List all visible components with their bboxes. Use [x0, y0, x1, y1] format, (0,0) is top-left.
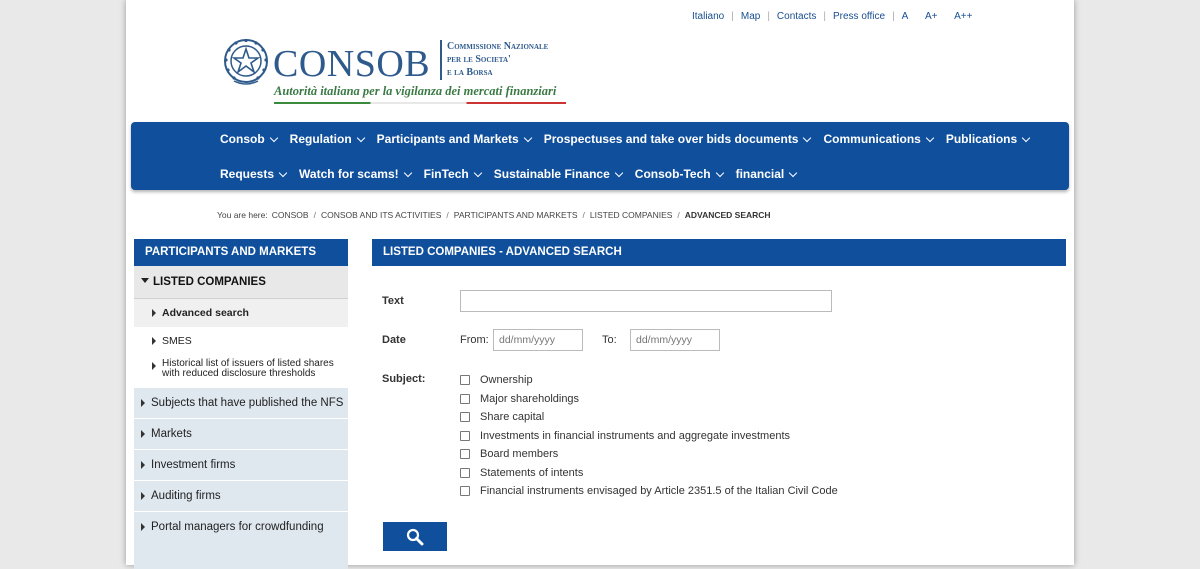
subject-investments[interactable]: Investments in financial instruments and aggregate investments: [460, 427, 838, 446]
nav-item-communications[interactable]: Communications: [823, 132, 932, 146]
caret-down-icon: [141, 278, 149, 283]
chevron-down-icon: [403, 168, 411, 176]
checkbox[interactable]: [460, 375, 470, 385]
sidebar-item-smes[interactable]: SMES: [134, 327, 348, 355]
sidebar: [134, 239, 348, 569]
search-icon: [405, 528, 425, 546]
chevron-down-icon: [279, 168, 287, 176]
chevron-down-icon: [615, 168, 623, 176]
contacts-link[interactable]: Contacts: [776, 11, 817, 22]
text-search-input[interactable]: [460, 290, 832, 312]
nav-item-requests[interactable]: Requests: [220, 167, 286, 181]
caret-right-icon: [141, 523, 145, 531]
sidebar-item-nfs[interactable]: Subjects that have published the NFS: [134, 387, 348, 418]
text-label: Text: [382, 295, 404, 307]
sidebar-item-advanced-search[interactable]: Advanced search: [134, 299, 348, 327]
subject-label: Subject:: [382, 373, 426, 385]
sidebar-section-listed-companies[interactable]: LISTED COMPANIES: [134, 266, 348, 299]
main-title: LISTED COMPANIES - ADVANCED SEARCH: [372, 239, 1066, 266]
sidebar-item-crowdfunding[interactable]: Portal managers for crowdfunding: [134, 511, 348, 542]
sidebar-title: PARTICIPANTS AND MARKETS: [134, 239, 348, 266]
nav-item-watch-for-scams[interactable]: Watch for scams!: [299, 167, 411, 181]
subject-share-capital[interactable]: Share capital: [460, 408, 838, 427]
caret-right-icon: [141, 430, 145, 438]
subject-financial-instruments[interactable]: Financial instruments envisaged by Article 2351.5 of the Italian Civil Code: [460, 482, 838, 501]
to-label: To:: [602, 334, 617, 346]
sidebar-item-investment-firms[interactable]: Investment firms: [134, 449, 348, 480]
font-size-xlarge[interactable]: A++: [954, 11, 973, 22]
sidebar-item-auditing-firms[interactable]: Auditing firms: [134, 480, 348, 511]
nav-row-1: [220, 132, 1042, 146]
subject-board-members[interactable]: Board members: [460, 445, 838, 464]
sidebar-sublist: [134, 299, 348, 387]
sidebar-item-historical-list[interactable]: Historical list of issuers of listed shares with reduced disclosure thresholds: [134, 355, 348, 387]
chevron-down-icon: [789, 168, 797, 176]
language-link[interactable]: Italiano: [692, 11, 725, 22]
nav-item-regulation[interactable]: Regulation: [290, 132, 364, 146]
subject-checkbox-list: [460, 371, 838, 501]
breadcrumb-prefix: You are here:: [217, 210, 268, 220]
nav-item-consob-tech[interactable]: Consob-Tech: [635, 167, 723, 181]
logo-tagline: Autorità italiana per la vigilanza dei mercati finanziari: [274, 84, 557, 98]
chevron-down-icon: [269, 133, 277, 141]
caret-right-icon: [141, 461, 145, 469]
nav-item-publications[interactable]: Publications: [946, 132, 1029, 146]
checkbox[interactable]: [460, 468, 470, 478]
logo-divider: [440, 40, 442, 80]
date-to-input[interactable]: [630, 329, 720, 351]
chevron-down-icon: [1022, 133, 1030, 141]
nav-item-consob[interactable]: Consob: [220, 132, 277, 146]
page-container: [126, 0, 1074, 565]
caret-right-icon: [152, 362, 156, 370]
nav-row-2: [220, 167, 809, 181]
checkbox[interactable]: [460, 412, 470, 422]
font-size-normal[interactable]: A: [901, 11, 909, 22]
nav-item-financial[interactable]: financial: [736, 167, 797, 181]
chevron-down-icon: [715, 168, 723, 176]
subject-ownership[interactable]: Ownership: [460, 371, 838, 390]
from-label: From:: [460, 334, 489, 346]
caret-right-icon: [141, 399, 145, 407]
nav-item-prospectuses[interactable]: Prospectuses and take over bids documents: [544, 132, 811, 146]
chevron-down-icon: [926, 133, 934, 141]
checkbox[interactable]: [460, 486, 470, 496]
caret-right-icon: [152, 337, 156, 345]
caret-right-icon: [141, 492, 145, 500]
italian-emblem-icon: [222, 37, 270, 89]
consob-logo[interactable]: [222, 37, 572, 107]
map-link[interactable]: Map: [740, 11, 761, 22]
nav-item-participants-markets[interactable]: Participants and Markets: [377, 132, 531, 146]
date-from-input[interactable]: [493, 329, 583, 351]
breadcrumb-current: ADVANCED SEARCH: [684, 210, 771, 220]
chevron-down-icon: [356, 133, 364, 141]
font-size-large[interactable]: A+: [924, 11, 938, 22]
search-button[interactable]: [383, 522, 447, 551]
checkbox[interactable]: [460, 431, 470, 441]
chevron-down-icon: [523, 133, 531, 141]
breadcrumb-item-activities[interactable]: CONSOB AND ITS ACTIVITIES: [320, 210, 442, 220]
main-navigation: [131, 122, 1069, 190]
press-office-link[interactable]: Press office: [833, 11, 886, 22]
tricolor-underline: [274, 102, 566, 104]
breadcrumb-item-consob[interactable]: CONSOB: [271, 210, 309, 220]
logo-wordmark: CONSOB: [273, 43, 431, 85]
date-label: Date: [382, 334, 406, 346]
caret-right-icon: [152, 309, 156, 317]
chevron-down-icon: [474, 168, 482, 176]
nav-item-fintech[interactable]: FinTech: [424, 167, 481, 181]
breadcrumb-item-listed[interactable]: LISTED COMPANIES: [589, 210, 673, 220]
checkbox[interactable]: [460, 449, 470, 459]
breadcrumb-item-participants[interactable]: PARTICIPANTS AND MARKETS: [453, 210, 578, 220]
logo-full-name: Commissione Nazionale per le Societa' e la Borsa: [447, 41, 549, 78]
breadcrumb: You are here: CONSOB / CONSOB AND ITS ACTIVITIES / PARTICIPANTS AND MARKETS / LISTED COMPANIES / ADVANCED SEARCH: [217, 210, 771, 220]
utility-links: Italiano | Map | Contacts | Press office | A A+ A++: [692, 11, 973, 22]
subject-statements-of-intents[interactable]: Statements of intents: [460, 464, 838, 483]
nav-item-sustainable-finance[interactable]: Sustainable Finance: [494, 167, 622, 181]
chevron-down-icon: [803, 133, 811, 141]
subject-major-shareholdings[interactable]: Major shareholdings: [460, 390, 838, 409]
checkbox[interactable]: [460, 394, 470, 404]
sidebar-item-markets[interactable]: Markets: [134, 418, 348, 449]
